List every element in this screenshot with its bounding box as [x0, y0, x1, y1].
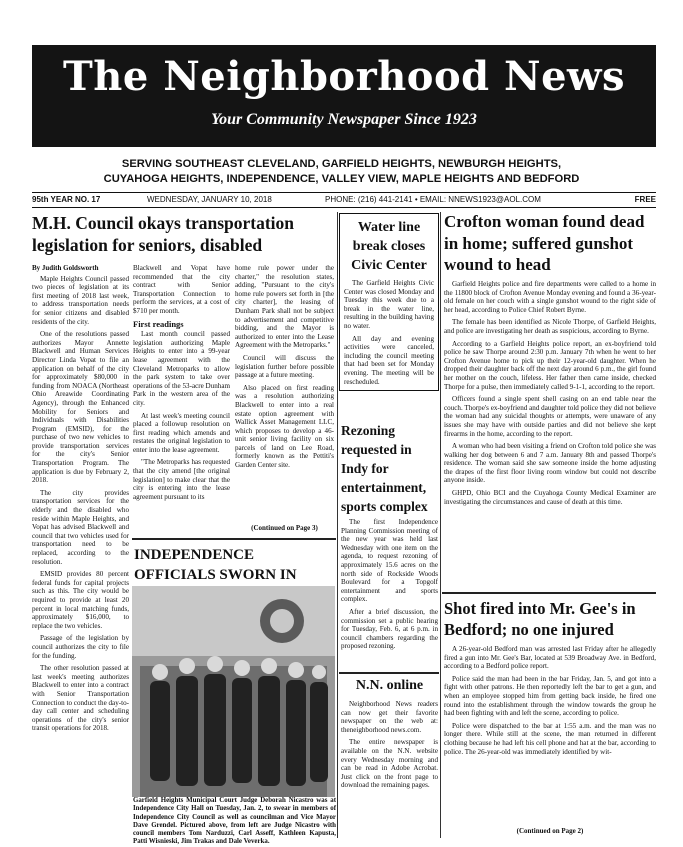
paragraph: EMSID provides 80 percent federal funds for capital projects such as this. The city would be required to provide at least 20 percent in local matching funds, approximately $16,000, to replace the two vehicles. [32, 570, 129, 630]
paragraph: GHPD, Ohio BCI and the Cuyahoga County Medical Examiner are investigating the circumstances and cause of death at this time. [444, 489, 656, 506]
mr-gees-body [444, 645, 656, 825]
headline-crofton: Crofton woman found dead in home; suffered gunshot wound to head [444, 212, 645, 274]
paragraph: Officers found a single spent shell casing on an end table near the couch. Thorpe's ex-boyfriend and daughter told police they did not believe the woman had any suicidal thoughts or attempts, were unaware of any issues she may have with outside parties and did not believe she kept firearms in the home, according to the report. [444, 395, 656, 438]
headline-nn-online: N.N. online [355, 678, 424, 693]
column-divider [337, 212, 338, 838]
paragraph: After a brief discussion, the commission set a public hearing for Tuesday, Feb. 6, at 6 p.m. in council chambers regarding the proposed rezoning. [341, 607, 438, 651]
headline-independence: INDEPENDENCE OFFICIALS SWORN IN [134, 547, 297, 583]
year-number: 95th YEAR NO. 17 [32, 195, 101, 204]
coverage-line-2: CUYAHOGA HEIGHTS, INDEPENDENCE, VALLEY VIEW, MAPLE HEIGHTS AND BEDFORD [103, 173, 580, 185]
issue-info-bar [32, 192, 656, 208]
byline: By Judith Goldsworth [32, 264, 99, 272]
continued-page-3: (Continued on Page 3) [251, 524, 318, 532]
price: FREE [634, 195, 656, 204]
rezoning-body [341, 518, 438, 655]
water-body [340, 275, 438, 386]
newspaper-tagline: Your Community Newspaper Since 1923 [211, 111, 477, 128]
crofton-body [444, 280, 656, 584]
coverage-area [20, 157, 663, 187]
paragraph: A woman who had been visiting a friend on Crofton told police she was walking her dog between 6 and 7 a.m. January 8th and passed Thorpe's residence. The woman said she saw someone inside the home adjusting the drapes of the first floor living room window but could not describe anyone inside. [444, 442, 656, 485]
masthead [32, 45, 656, 147]
swearing-in-photo [132, 586, 335, 797]
paragraph: Last month council passed legislation authorizing Maple Heights to enter into a 99-year lease agreement with the Cleveland Metroparks to allow the park system to take over operations of the 53-acre Dunham Park in the western area of the city. [133, 330, 230, 407]
mh-column-2 [133, 264, 230, 536]
water-line-box [339, 213, 439, 391]
contact-info: PHONE: (216) 441-2141 • EMAIL: NNEWS1923@AOL.COM [325, 195, 541, 204]
headline-mh-council: M.H. Council okays transportation legislation for seniors, disabled [32, 213, 295, 255]
paragraph: Garfield Heights police and fire departments were called to a home in the 11800 block of Crofton Avenue Monday evening and found a 36-year-old female on her couch with a single gunshot wound to the right side of her head, according to Police Chief Robert Byrne. [444, 280, 656, 314]
paragraph: Passage of the legislation by council authorizes the city to file for the funding. [32, 634, 129, 660]
paragraph: The other resolution passed at last week's meeting authorizes Blackwell to enter into a contract with Senior Transportation Connection to conduct the day-to-day call center and scheduling operations of the city's senior transit operations for 2018. [32, 664, 129, 733]
paragraph: All day and evening activities were canceled, including the council meeting that had been set for Monday evening. The meeting will be rescheduled. [344, 334, 434, 386]
paragraph: According to a Garfield Heights police report, an ex-boyfriend told police he saw Thorpe around 2:30 p.m. January 7th when he went to her Crofton Avenue home to pick up their 12-year-old daughter. When he dropped their daughter back off the next day around 6 p.m., the girl found her mother on the couch, lifeless. Her father then came inside, checked Thorpe for a pulse, then immediately called 9-1-1, according to the report. [444, 339, 656, 391]
continued-page-2: (Continued on Page 2) [516, 827, 584, 835]
paragraph: One of the resolutions passed authorizes Mayor Annette Blackwell and Human Services Director Linda Vopat to file an application on behalf of the city for approximately $80,000 in funding from NOACA (Northeast Ohio Areawide Coordinating Agency), through the Enhanced Mobility for Seniors and Individuals with Disabilities Program (EMSID), for the purchase of two new vehicles to provide transportation services for the city's Senior Transportation Program. The application is due by February 2, 2018. [32, 330, 129, 485]
paragraph: A 26-year-old Bedford man was arrested last Friday after he allegedly fired a gun into Mr. Gee's Bar, located at 539 Broadway Ave. in Bedford, according to a Bedford police report. [444, 645, 656, 671]
paragraph: The female has been identified as Nicole Thorpe, of Garfield Heights, and police are investigating her death as suspicious, according to Byrne. [444, 318, 656, 335]
paragraph: The entire newspaper is available on the N.N. website every Wednesday morning and can be read in Adobe Acrobat. Just click on the front page to download the remaining pages. [341, 738, 438, 790]
photo-caption: Garfield Heights Municipal Court Judge Deborah Nicastro was at Independence City Hall on Tuesday, Jan. 2, to swear in members of Independence City Council as well as councilman and Vice Mayor Dave Grendel. Pictured above, from left are Judge Nicastro with council members Tom Narduzzi, Carl Asseff, Kathleen Kapusta, Patti Wisnieski, Jim Trakas and Dale Veverka. [133, 797, 336, 846]
divider [132, 538, 336, 540]
paragraph: The city provides transportation services for the elderly and the disabled who reside within Maple Heights, and Vopat has advised Blackwell and council that two vehicles used for transportation need to be replaced, according to the resolution. [32, 488, 129, 566]
issue-date: WEDNESDAY, JANUARY 10, 2018 [147, 195, 272, 204]
paragraph: Blackwell and Vopat have recommended that the city contract with Senior Transportation Connection to perform the services, at a cost of $710 per month. [133, 264, 230, 315]
paragraph: "The Metroparks has requested that the city amend [the original legislation] to make clear that the city is entering into the lease agreement pursuant to its [133, 458, 230, 501]
mh-column-3 [235, 264, 334, 522]
headline-mr-gees: Shot fired into Mr. Gee's in Bedford; no one injured [444, 599, 636, 639]
nn-online-body [341, 700, 438, 794]
paragraph: Also placed on first reading was a resolution authorizing Blackwell to enter into a real estate option agreement with Wallick Asset Management LLC, which proposes to develop a 46-unit senior living facility on six parcels of land on Lee Road, formerly known as the Pettiti's Garden Center site. [235, 383, 334, 470]
divider [442, 592, 656, 594]
paragraph: The first Independence Planning Commission meeting of the new year was held last Wednesday with one item on the agenda, to request rezoning of approximately 15.6 acres on the north side of Rockside Woods Boulevard for a Topgolf entertainment and sports complex. [341, 518, 438, 604]
photo-illustration [132, 586, 335, 797]
headline-water-line: Water line break closes Civic Center [351, 220, 427, 273]
paragraph: home rule power under the charter," the resolution states, adding, "Pursuant to the city's home rule powers set forth in [the city charter], the leasing of Dunham Park shall not be subject to advertisement and competitive bidding, and the Mayor is authorized to enter into the Lease Agreement with the Metroparks." [235, 264, 334, 350]
mh-column-1 [32, 264, 129, 838]
paragraph: At last week's meeting council placed a followup resolution on first reading which amends and restates the original legislation to enter into the lease agreement. [133, 411, 230, 454]
divider [339, 672, 439, 674]
paragraph: Maple Heights Council passed two pieces of legislation at its first meeting of 2018 last week, to address transportation needs for senior citizens and disabled residents of the city. [32, 274, 129, 326]
paragraph: The Garfield Heights Civic Center was closed Monday and Tuesday this week due to a break in the water line, resulting in the building having no water. [344, 279, 434, 330]
column-divider [440, 212, 441, 838]
paragraph: Police said the man had been in the bar Friday, Jan. 5, and got into a fight with other patrons. He then reportedly left the bar to get a gun, and when an employee stopped him from getting back inside, he fired one round into the establishment through the window towards the group he had been fighting with and left the scene, according to police. [444, 674, 656, 718]
paragraph: Neighborhood News readers can now get their favorite newspaper on the web at: theneighborhood news.com. [341, 700, 438, 734]
paragraph: Police were dispatched to the bar at 1:55 a.m. and the man was no longer there. While still at the scene, the man returned in different clothing because he had left his cell phone and hat at the bar, according to police. The 26-year-old was immediately identified by wit- [444, 721, 656, 756]
headline-rezoning: Rezoning requested in Indy for entertainment, sports complex [341, 423, 428, 514]
coverage-line-1: SERVING SOUTHEAST CLEVELAND, GARFIELD HEIGHTS, NEWBURGH HEIGHTS, [121, 158, 562, 170]
subhead-first-readings: First readings [133, 318, 184, 329]
paragraph: Council will discuss the legislation further before possible passage at a future meeting. [235, 353, 334, 380]
newspaper-title: The Neighborhood News [62, 53, 625, 100]
